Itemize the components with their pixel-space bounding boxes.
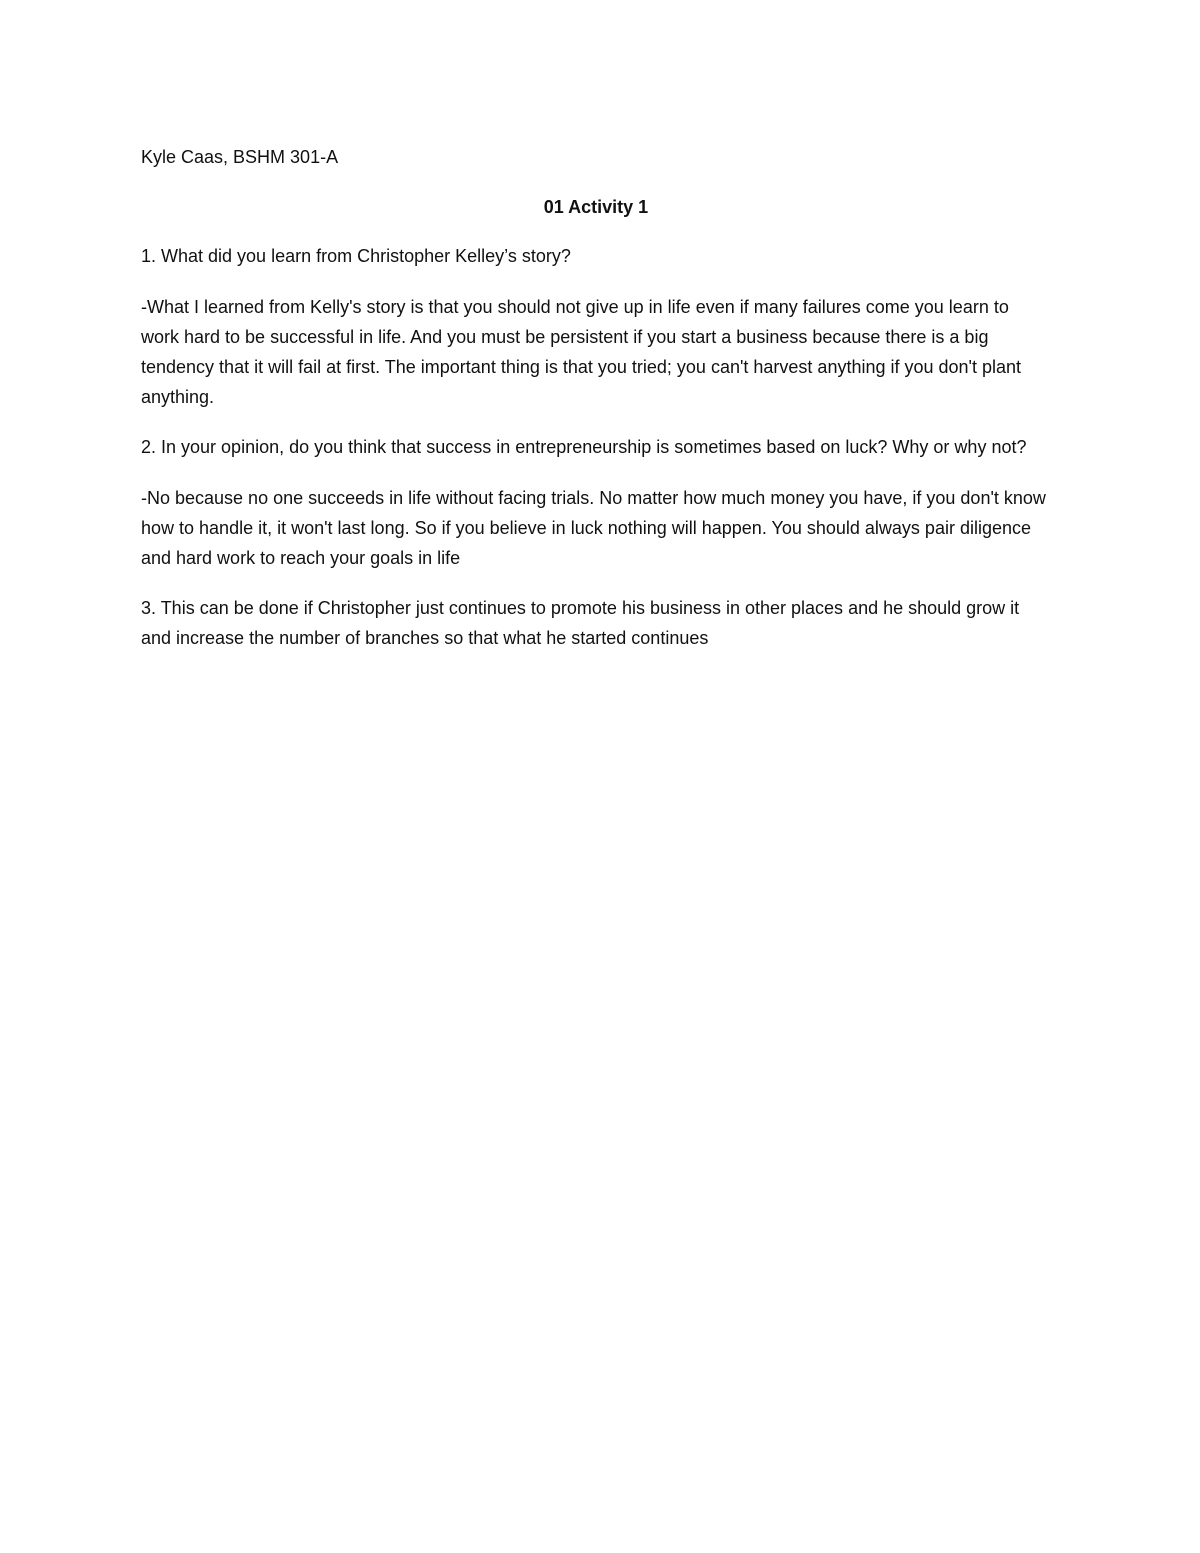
question-2: 2. In your opinion, do you think that success in entrepreneurship is sometimes based on luck? Why or why not? [141, 437, 1027, 458]
author-line: Kyle Caas, BSHM 301-A [141, 147, 339, 167]
document-body [141, 142, 1051, 674]
answer-1: -What I learned from Kelly's story is that you should not give up in life even if many failures come you learn to work hard to be successful in life. And you must be persistent if you start a business because there is a big tendency that it will fail at first. The important thing is that you tried; you can't harvest anything if you don't plant anything. [141, 296, 1022, 408]
question-1: 1. What did you learn from Christopher Kelley’s story? [141, 246, 571, 267]
answer-3: 3. This can be done if Christopher just continues to promote his business in other places and he should grow it and increase the number of branches so that what he started continues [141, 598, 1020, 649]
document-title: 01 Activity 1 [543, 197, 649, 218]
answer-2: -No because no one succeeds in life without facing trials. No matter how much money you have, if you don't know how to handle it, it won't last long. So if you believe in luck nothing will happen. You should always pair diligence and hard work to reach your goals in life [141, 487, 1046, 569]
